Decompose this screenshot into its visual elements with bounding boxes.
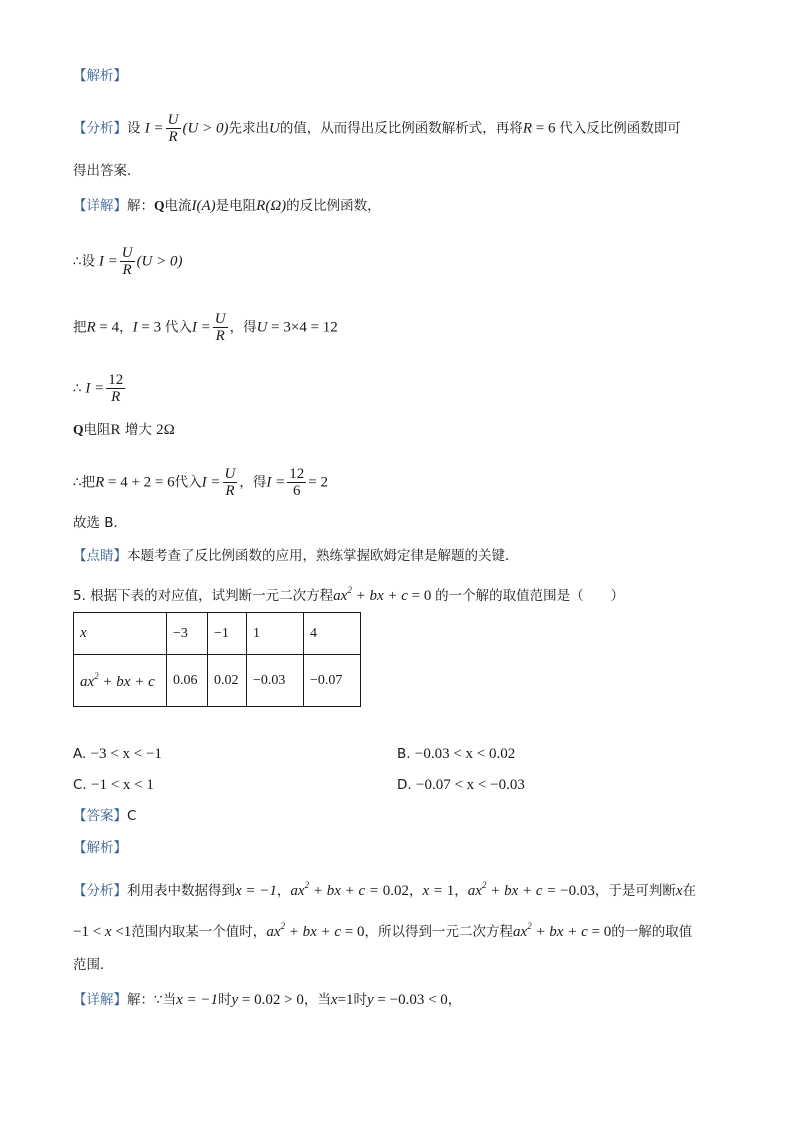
formula: −1 <: [73, 924, 105, 940]
formula: $ax^2$ + bx + c =: [290, 880, 383, 899]
formula: $ax^2$ + bx + c: [266, 921, 342, 940]
formula: <1: [111, 924, 132, 940]
formula: = −0.03 < 0: [373, 992, 448, 1008]
formula: U: [256, 319, 268, 336]
solution-tag: 【详解】: [73, 992, 127, 1008]
analysis-paragraph-2-end: 范围．: [73, 957, 114, 973]
formula: (U > 0): [136, 253, 183, 270]
fraction-u-over-r: $\frac{U}{R}$: [214, 311, 226, 344]
formula: $ax^2$ + bx + c: [513, 921, 588, 940]
formula-line-set: [73, 245, 183, 278]
text-segment: 电流: [164, 198, 192, 214]
formula: 1: [446, 883, 455, 899]
table-cell: 1: [247, 613, 304, 655]
text-segment: 的反比例函数，: [286, 198, 381, 214]
formula-line-substitute: [73, 311, 338, 344]
text-segment: 代入: [174, 474, 202, 491]
text-segment: 时: [353, 992, 367, 1008]
formula: I =: [191, 319, 211, 336]
key-point-line: [73, 546, 519, 566]
fraction-u-over-r: $\frac{U}{R}$: [121, 245, 133, 278]
text-segment: 范围内取某一个值时，: [131, 924, 267, 940]
text-segment: 把: [73, 319, 87, 336]
option-b: B. −0.03 < x < 0.02: [397, 746, 516, 762]
analysis-paragraph-1-cont: 得出答案．: [73, 163, 141, 179]
values-table: [73, 612, 361, 707]
text-segment: ∴: [73, 380, 82, 397]
answer-tag: 【答案】: [73, 808, 127, 824]
formula: I =: [144, 120, 164, 137]
table-cell: −0.03: [247, 655, 304, 707]
formula: R(Ω): [256, 198, 287, 214]
text-segment: ，所以得到一元二次方程: [364, 924, 514, 940]
option-c: C. −1 < x < 1: [73, 777, 154, 793]
fraction-u-over-r: $\frac{U}{R}$: [167, 112, 179, 145]
analysis-header-2: 【解析】: [73, 840, 127, 856]
table-cell: x: [74, 613, 167, 655]
formula: x: [104, 924, 112, 940]
text-segment: 是电阻: [215, 198, 257, 214]
choice-line: 故选 B．: [73, 515, 128, 531]
formula: −0.03: [560, 883, 595, 899]
formula: = 0: [587, 924, 612, 940]
formula: x: [330, 992, 338, 1008]
formula-line-substitute-2: [73, 466, 328, 499]
formula: = 2: [308, 474, 328, 491]
text-segment: 于是可判断: [608, 883, 676, 899]
question-5: [73, 580, 624, 606]
text-segment: 的值，从而得出反比例函数解析式，再将: [279, 120, 523, 137]
text-segment: 的一个解的取值范围是（ ）: [435, 588, 625, 604]
formula: = 3×4 = 12: [267, 319, 338, 336]
fraction-u-over-r: $\frac{U}{R}$: [224, 466, 236, 499]
formula-line-result: [73, 372, 127, 405]
formula: =1: [337, 992, 354, 1008]
table-cell: 4: [304, 613, 361, 655]
table-cell: $ax^2$ + bx + c: [74, 655, 167, 707]
fraction-12-over-r: $\frac{12}{R}$: [108, 372, 124, 405]
text-segment: ，: [119, 319, 133, 336]
formula: I =: [95, 253, 118, 270]
key-point-tag: 【点睛】: [73, 548, 127, 564]
formula: y: [231, 992, 239, 1008]
formula: = 6: [531, 120, 560, 137]
answer-line: [73, 806, 136, 826]
text-segment: ，当: [303, 992, 331, 1008]
formula: x =: [422, 883, 447, 899]
analysis-paragraph-2: 【分析】利用表中数据得到x = −1，$ax^2$ + bx + c = 0.02，x = 1，$ax^2$ + bx + c = −0.03，于是可判断x在: [73, 880, 697, 899]
table-cell: −3: [167, 613, 208, 655]
formula: $ax^2$ + bx + c: [333, 585, 408, 604]
text-segment: ，得: [229, 319, 257, 336]
formula: = 0: [407, 588, 436, 604]
analysis-tag: 【分析】: [73, 120, 127, 137]
formula: = 3: [137, 319, 165, 336]
table-cell: 0.02: [208, 655, 247, 707]
formula: x: [675, 883, 683, 899]
formula: = 4: [95, 319, 120, 336]
solution-paragraph-2: 【详解】解：∵当x = −1时y = 0.02 > 0，当x=1时y = −0.03 < 0，: [73, 992, 462, 1008]
text-segment: 2Ω: [156, 422, 175, 438]
formula: = 0.02 > 0: [238, 992, 304, 1008]
text-segment: 时: [218, 992, 232, 1008]
analysis-header: 【解析】: [73, 68, 127, 84]
option-a: A. −3 < x < −1: [73, 746, 162, 762]
formula: U: [268, 120, 280, 137]
option-d: D. −0.07 < x < −0.03: [397, 777, 525, 793]
solution-paragraph-1: [73, 196, 381, 216]
formula: $ax^2$ + bx + c =: [467, 880, 561, 899]
fraction-12-over-6: $\frac{12}{6}$: [289, 466, 305, 499]
text-segment: ∴把: [73, 474, 96, 491]
formula: R: [522, 120, 532, 137]
answer-value: C: [127, 808, 137, 824]
formula: R: [86, 319, 96, 336]
table-cell: 0.06: [167, 655, 208, 707]
formula: I(A): [191, 198, 216, 214]
analysis-tag: 【分析】: [73, 883, 127, 899]
formula: x = −1: [176, 992, 218, 1008]
analysis-paragraph-2-cont: [73, 916, 692, 942]
formula: (U > 0): [182, 120, 229, 137]
formula: x = −1: [235, 883, 277, 899]
because-symbol: Q: [73, 422, 84, 437]
formula: I: [132, 319, 138, 336]
table-row: [74, 613, 361, 655]
formula: I =: [266, 474, 286, 491]
text-segment: ∴设: [73, 253, 96, 270]
table-cell: −1: [208, 613, 247, 655]
text-segment: 本题考查了反比例函数的应用，熟练掌握欧姆定律是解题的关键．: [127, 548, 519, 564]
formula: = 0: [341, 924, 365, 940]
text-segment: 5. 根据下表的对应值，试判断一元二次方程: [73, 588, 334, 604]
analysis-paragraph-1: [73, 112, 681, 145]
text-segment: 在: [682, 883, 697, 899]
table-cell: −0.07: [304, 655, 361, 707]
solution-tag: 【详解】: [73, 198, 127, 214]
because-symbol: Q: [154, 198, 165, 213]
formula: I =: [201, 474, 221, 491]
formula: = 4 + 2 = 6: [104, 474, 175, 491]
text-segment: 利用表中数据得到: [127, 883, 235, 899]
text-segment: 设: [127, 120, 141, 137]
text-segment: 的一解的取值: [611, 924, 693, 940]
text-segment: 代入反比例函数即可: [559, 120, 681, 137]
text-segment: ，得: [239, 474, 267, 491]
text-segment: 电阻: [83, 422, 111, 438]
text-segment: 先求出: [228, 120, 269, 137]
formula: y: [366, 992, 374, 1008]
text-segment: 增大: [124, 422, 152, 438]
formula: R: [95, 474, 105, 491]
formula: 0.02: [382, 883, 410, 899]
text-segment: 代入: [164, 319, 192, 336]
resistance-increase-line: [73, 420, 175, 440]
table-row: [74, 655, 361, 707]
text-segment: 解：: [127, 198, 154, 214]
text-segment: 解：∵当: [127, 992, 177, 1008]
text-segment: R: [110, 422, 121, 438]
formula: I =: [81, 380, 105, 397]
